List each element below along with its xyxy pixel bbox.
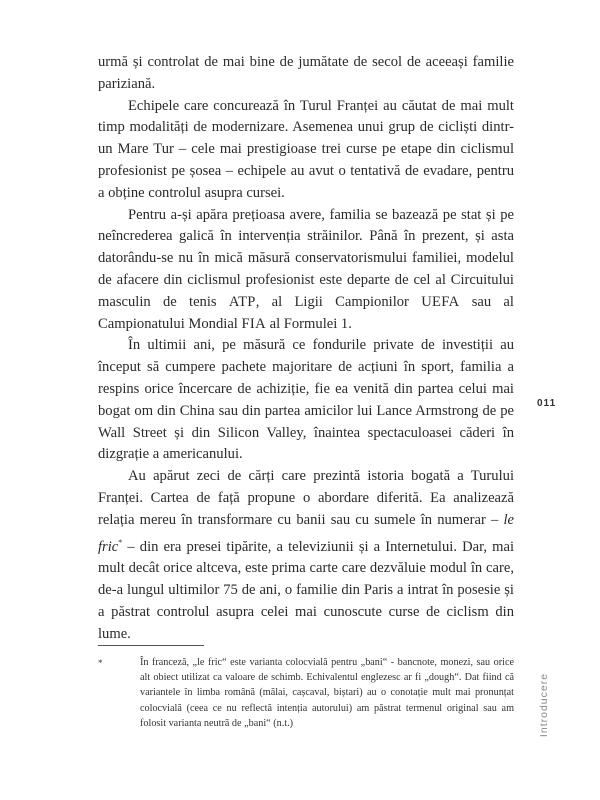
paragraph-5 <box>98 466 514 645</box>
footnote-text: În franceză, „le fric“ este varianta colocvială pentru „bani“ - bancnote, monezi, sau orice alt obiect utilizat ca valoare de schimb. Echivalentul englezesc ar fi „dough“. Dat fiind că variantele în limba română (mălai, cașcaval, biștari) au o conotație mult mai pronunțat colocvială (ceea ce nu reflectă intenția autorului) am păstrat termenul original sau am folosit varianta neutră de „bani“ (n.t.) <box>140 657 514 729</box>
paragraph-3-part-c: sau al Campionatului Mondial <box>98 293 514 332</box>
paragraph-3 <box>98 205 514 336</box>
fia-abbrev: FIA <box>241 315 266 332</box>
footnote-marker: * <box>98 658 103 668</box>
atp-abbrev: ATP <box>228 293 256 310</box>
paragraph-3-part-a: Pentru a-și apăra prețioasa avere, familia se bazează pe stat și pe neîncrederea galică în intervenția străinilor. Până în prezent, și asta datorându-se nu în mică măsură conservatorismului familiei, modelul de afacere din ciclismul profesionist este departe de cel al Circuitului masculin de tenis <box>98 206 514 310</box>
footnote-divider <box>98 645 204 646</box>
paragraph-3-part-b: , al Ligii Campionilor <box>255 293 409 310</box>
section-title-vertical: Introducere <box>538 672 550 738</box>
footnote-reference: * <box>118 537 123 547</box>
paragraph-1: urmă și controlat de mai bine de jumătate de secol de aceeași familie pariziană. <box>98 54 514 92</box>
paragraph-3-part-d: al Formulei 1. <box>269 315 352 332</box>
uefa-abbrev: UEFA <box>421 293 460 310</box>
paragraph-5-part-b: – din era presei tipărite, a televiziunii și a Internetului. Dar, mai mult decât orice altceva, este prima carte care dezvăluie modul în care, de-a lungul ultimilor 75 de ani, o familie din Paris a intrat în posesie și a păstrat controlul asupra celei mai cunoscute curse de ciclism din lume. <box>98 538 514 642</box>
footnote <box>140 655 514 731</box>
page-number: 011 <box>537 398 557 409</box>
paragraph-5-part-a: Au apărut zeci de cărți care prezintă istoria bogată a Turului Franței. Cartea de față propune o abordare diferită. Ea analizează relația mereu în transformare cu banii sau cu sumele în numerar – <box>98 468 514 528</box>
paragraph-4: În ultimii ani, pe măsură ce fondurile private de investiții au început să cumpere pachete majoritare de acțiuni în sport, familia a respins orice încercare de achiziție, fie ea venită din partea celui mai bogat om din China sau din partea amicilor lui Lance Armstrong de pe Wall Street și din Silicon Valley, înaintea spectaculoasei căderi în dizgrație a americanului. <box>98 337 514 463</box>
paragraph-2: Echipele care concurează în Turul Franței au căutat de mai mult timp modalități de modernizare. Asemenea unui grup de cicliști dintr-un Mare Tur – cele mai prestigioase trei curse pe etape din ciclismul profesionist pe șosea – echipele au avut o tentativă de evadare, pentru a obține controlul asupra cursei. <box>98 97 514 201</box>
le-fric-term: le fric <box>98 511 514 555</box>
main-text <box>98 52 514 645</box>
